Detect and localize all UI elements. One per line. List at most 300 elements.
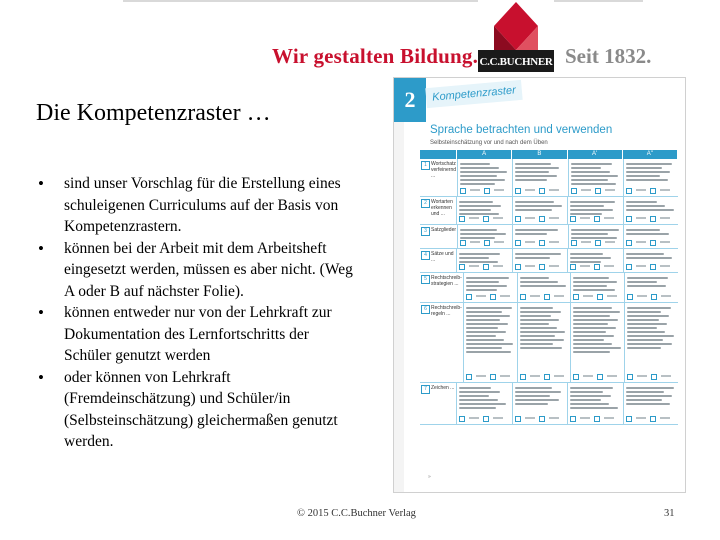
grid-cell-checkboxes — [520, 374, 564, 380]
grid-col-header: A — [457, 150, 512, 159]
worksheet-margin — [394, 122, 404, 492]
checkbox-label-line — [607, 295, 617, 297]
checkbox-icon — [594, 216, 600, 222]
grid-cell-text-line — [573, 289, 614, 291]
header-divider — [123, 0, 643, 2]
grid-cell-text-line — [466, 311, 502, 313]
grid-cell-text-line — [466, 323, 508, 325]
grid-row-label-text: Zeichen ... — [431, 385, 455, 391]
grid-cell-text-line — [515, 171, 549, 173]
worksheet-banner: Kompetenzraster — [425, 80, 522, 108]
checkbox-icon — [459, 416, 465, 422]
grid-cell-text-line — [466, 339, 505, 341]
grid-cell-checkboxes — [459, 416, 503, 422]
grid-cell-text-line — [520, 285, 566, 287]
grid-cell-text-line — [626, 257, 673, 259]
grid-cell-text-line — [627, 307, 671, 309]
checkbox-label-line — [530, 295, 540, 297]
grid-cell — [457, 159, 512, 196]
checkbox-label-line — [661, 375, 671, 377]
checkbox-label-line — [660, 241, 670, 243]
checkbox-label-line — [525, 241, 535, 243]
bullet-item: • können bei der Arbeit mit dem Arbeitsheft eingesetzt werden, müssen es aber nicht. (Weg A oder B auf nächster Folie). — [38, 238, 358, 303]
checkbox-label-line — [583, 375, 593, 377]
checkbox-label-line — [494, 241, 504, 243]
grid-col-header — [420, 150, 457, 159]
grid-cell-text-line — [459, 205, 501, 207]
grid-cell-text-line — [459, 403, 506, 405]
checkbox-icon — [490, 374, 496, 380]
grid-cell-text-line — [466, 327, 498, 329]
checkbox-icon — [626, 240, 632, 246]
grid-cell-text-line — [515, 253, 561, 255]
grid-cell-text-line — [571, 233, 609, 235]
checkbox-label-line — [525, 417, 535, 419]
grid-row-number: 6 — [421, 305, 430, 314]
grid-cell-text-line — [627, 285, 666, 287]
grid-cell — [567, 383, 623, 424]
checkbox-icon — [515, 216, 521, 222]
grid-col-header: A' — [568, 150, 623, 159]
publisher-since: Seit 1832. — [565, 44, 652, 68]
grid-cell-text-line — [459, 261, 498, 263]
checkbox-label-line — [476, 295, 486, 297]
checkbox-icon — [483, 416, 489, 422]
grid-cell-text-line — [466, 281, 499, 283]
grid-cell-text-line — [460, 171, 507, 173]
grid-cell-text-line — [520, 277, 550, 279]
grid-cell-text-line — [626, 391, 664, 393]
grid-cell-text-line — [466, 331, 506, 333]
bullet-item: • sind unser Vorschlag für die Erstellung eines schuleigenen Curriculums auf der Basis von Kompetenzrastern. — [38, 173, 358, 238]
worksheet-footer-mark: » — [428, 474, 431, 480]
grid-cell-text-line — [520, 343, 554, 345]
checkbox-icon — [484, 188, 490, 194]
grid-cell-checkboxes — [515, 188, 559, 194]
publisher-logo-text: C.C.BUCHNER — [478, 52, 554, 72]
grid-cell — [624, 273, 678, 302]
grid-cell — [567, 249, 623, 272]
grid-cell — [570, 273, 624, 302]
grid-cell-text-line — [459, 213, 499, 215]
grid-cell-text-line — [466, 289, 497, 291]
grid-cell-text-line — [570, 213, 602, 215]
grid-cell-checkboxes — [466, 374, 510, 380]
grid-cell-text-line — [626, 163, 673, 165]
grid-cell-text-line — [515, 233, 547, 235]
grid-cell-text-line — [515, 403, 549, 405]
grid-cell-text-line — [627, 343, 671, 345]
grid-cell-text-line — [627, 327, 657, 329]
grid-cell-checkboxes — [626, 264, 670, 270]
grid-cell-text-line — [570, 391, 603, 393]
grid-row — [420, 303, 678, 383]
checkbox-label-line — [636, 265, 646, 267]
bullet-item: • oder können von Lehrkraft (Fremdeinschätzung) und Schüler/in (Selbsteinschätzung) gleichermaßen genutzt werden. — [38, 367, 358, 453]
grid-cell-text-line — [515, 163, 551, 165]
grid-cell-text-line — [627, 281, 657, 283]
checkbox-label-line — [525, 189, 535, 191]
grid-cell — [568, 225, 623, 248]
grid-cell — [568, 159, 623, 196]
checkbox-label-line — [494, 189, 504, 191]
checkbox-label-line — [469, 265, 479, 267]
grid-row-label-text: Sätze und ... — [431, 251, 454, 263]
grid-cell-checkboxes — [627, 294, 671, 300]
checkbox-label-line — [549, 265, 559, 267]
checkbox-icon — [515, 188, 521, 194]
grid-cell-text-line — [626, 387, 675, 389]
grid-cell-text-line — [515, 201, 554, 203]
grid-cell-text-line — [466, 307, 512, 309]
grid-cell-text-line — [515, 179, 547, 181]
checkbox-label-line — [580, 417, 590, 419]
grid-cell-text-line — [460, 167, 499, 169]
grid-cell-text-line — [459, 209, 491, 211]
checkbox-icon — [570, 416, 576, 422]
checkbox-icon — [627, 374, 633, 380]
checkbox-icon — [573, 294, 579, 300]
grid-row-label — [420, 225, 457, 248]
checkbox-icon — [460, 188, 466, 194]
grid-cell-text-line — [515, 391, 561, 393]
grid-cell-text-line — [626, 403, 671, 405]
grid-row-number: 5 — [421, 275, 430, 284]
grid-row-label — [420, 159, 457, 196]
checkbox-icon — [597, 294, 603, 300]
grid-row-label-text: Wortschatz verfeinernd ... — [431, 161, 457, 179]
grid-cell-text-line — [520, 347, 562, 349]
checkbox-label-line — [470, 241, 480, 243]
grid-cell-text-line — [459, 391, 500, 393]
grid-cell-text-line — [573, 311, 620, 313]
grid-cell-text-line — [571, 167, 602, 169]
grid-cell-text-line — [459, 399, 498, 401]
checkbox-label-line — [530, 375, 540, 377]
grid-cell-text-line — [460, 229, 497, 231]
grid-cell — [463, 273, 517, 302]
grid-cell-text-line — [466, 315, 510, 317]
grid-cell-text-line — [515, 229, 558, 231]
checkbox-label-line — [525, 265, 535, 267]
grid-cell-text-line — [459, 253, 500, 255]
checkbox-icon — [484, 240, 490, 246]
grid-cell — [456, 197, 512, 224]
grid-cell-text-line — [573, 351, 610, 353]
grid-cell-checkboxes — [515, 216, 559, 222]
grid-cell-text-line — [460, 233, 506, 235]
checkbox-icon — [571, 188, 577, 194]
grid-cell-checkboxes — [459, 216, 503, 222]
grid-cell-text-line — [570, 205, 604, 207]
grid-cell — [463, 303, 517, 382]
grid-row-label-text: Satzglieder — [431, 227, 457, 233]
grid-row-label-text: Rechtschreib-strategien ... — [431, 275, 462, 287]
checkbox-icon — [490, 294, 496, 300]
grid-cell-text-line — [520, 315, 551, 317]
checkbox-icon — [650, 416, 656, 422]
checkbox-label-line — [493, 417, 503, 419]
grid-cell-text-line — [459, 407, 496, 409]
grid-cell-checkboxes — [626, 188, 670, 194]
grid-cell-text-line — [459, 387, 491, 389]
checkbox-label-line — [549, 241, 559, 243]
checkbox-icon — [539, 416, 545, 422]
grid-row-label-text: Wortarten erkennen und ... — [431, 199, 453, 217]
grid-cell-text-line — [466, 347, 503, 349]
grid-cell-text-line — [573, 315, 610, 317]
checkbox-label-line — [607, 375, 617, 377]
grid-cell-text-line — [627, 347, 661, 349]
competence-grid — [420, 150, 678, 468]
checkbox-icon — [626, 216, 632, 222]
grid-cell-text-line — [570, 407, 618, 409]
page-number: 31 — [664, 508, 675, 519]
checkbox-icon — [595, 188, 601, 194]
grid-cell-text-line — [460, 175, 497, 177]
grid-cell — [512, 383, 568, 424]
grid-cell-text-line — [466, 351, 511, 353]
checkbox-icon — [626, 264, 632, 270]
checkbox-label-line — [554, 375, 564, 377]
checkbox-label-line — [636, 241, 646, 243]
checkbox-label-line — [581, 241, 591, 243]
grid-cell-text-line — [573, 281, 616, 283]
grid-cell-text-line — [520, 339, 564, 341]
grid-body — [420, 159, 678, 425]
grid-cell-text-line — [573, 335, 614, 337]
grid-cell-text-line — [466, 277, 509, 279]
checkbox-icon — [539, 216, 545, 222]
grid-row-label — [420, 249, 456, 272]
grid-row-number: 2 — [421, 199, 430, 208]
checkbox-label-line — [637, 375, 647, 377]
checkbox-label-line — [636, 417, 646, 419]
slide-title: Die Kompetenzraster … — [36, 100, 271, 126]
grid-row — [420, 383, 678, 425]
grid-cell-text-line — [626, 229, 661, 231]
grid-cell-text-line — [570, 387, 613, 389]
grid-cell-text-line — [515, 209, 552, 211]
grid-cell-text-line — [626, 395, 673, 397]
grid-cell-text-line — [570, 253, 603, 255]
checkbox-icon — [650, 216, 656, 222]
grid-cell — [457, 225, 512, 248]
checkbox-label-line — [500, 375, 510, 377]
checkbox-label-line — [549, 189, 559, 191]
grid-row-label-text: Rechtschreib-regeln ... — [431, 305, 462, 317]
grid-row — [420, 273, 678, 303]
grid-cell-text-line — [571, 163, 612, 165]
grid-cell — [456, 249, 512, 272]
checkbox-label-line — [476, 375, 486, 377]
grid-cell-text-line — [466, 343, 513, 345]
grid-cell-checkboxes — [570, 264, 614, 270]
grid-cell-checkboxes — [626, 240, 670, 246]
grid-cell-text-line — [573, 327, 616, 329]
grid-cell — [624, 303, 678, 382]
checkbox-label-line — [660, 265, 670, 267]
grid-row-label — [420, 383, 456, 424]
grid-cell-text-line — [571, 237, 617, 239]
grid-cell-text-line — [520, 327, 558, 329]
grid-cell-text-line — [571, 171, 610, 173]
grid-cell — [570, 303, 624, 382]
grid-cell-text-line — [627, 335, 673, 337]
grid-cell — [623, 225, 678, 248]
checkbox-icon — [544, 294, 550, 300]
checkbox-icon — [483, 264, 489, 270]
grid-cell-text-line — [520, 331, 566, 333]
checkbox-label-line — [580, 265, 590, 267]
grid-cell-text-line — [573, 339, 604, 341]
checkbox-icon — [460, 240, 466, 246]
checkbox-label-line — [604, 417, 614, 419]
grid-cell-text-line — [627, 323, 667, 325]
grid-cell-text-line — [515, 399, 559, 401]
grid-cell-text-line — [571, 175, 619, 177]
checkbox-label-line — [554, 295, 564, 297]
grid-cell-text-line — [573, 319, 618, 321]
grid-cell-text-line — [626, 171, 671, 173]
grid-cell-text-line — [627, 331, 665, 333]
grid-cell-text-line — [570, 399, 601, 401]
checkbox-label-line — [549, 217, 559, 219]
checkbox-label-line — [470, 189, 480, 191]
checkbox-icon — [651, 294, 657, 300]
grid-cell-text-line — [626, 175, 660, 177]
grid-cell — [512, 197, 568, 224]
grid-col-header: B — [512, 150, 567, 159]
checkbox-label-line — [660, 417, 670, 419]
grid-cell-text-line — [570, 261, 601, 263]
grid-cell — [623, 159, 678, 196]
grid-row-number: 7 — [421, 385, 430, 394]
checkbox-label-line — [636, 189, 646, 191]
grid-cell-checkboxes — [515, 240, 559, 246]
grid-cell-checkboxes — [570, 416, 614, 422]
grid-cell-text-line — [573, 323, 608, 325]
checkbox-label-line — [604, 217, 614, 219]
grid-cell-text-line — [571, 229, 619, 231]
grid-cell-checkboxes — [460, 240, 504, 246]
worksheet-heading: Sprache betrachten und verwenden — [430, 124, 613, 136]
grid-cell — [517, 273, 571, 302]
grid-cell-text-line — [626, 209, 674, 211]
grid-cell-text-line — [570, 395, 611, 397]
grid-cell-text-line — [515, 167, 559, 169]
grid-cell — [512, 225, 567, 248]
grid-cell-text-line — [627, 277, 667, 279]
grid-cell-text-line — [570, 403, 609, 405]
grid-cell-text-line — [459, 395, 489, 397]
checkbox-icon — [594, 264, 600, 270]
checkbox-label-line — [605, 241, 615, 243]
grid-cell-text-line — [627, 315, 669, 317]
grid-cell-checkboxes — [520, 294, 564, 300]
grid-header — [420, 150, 678, 159]
grid-cell-text-line — [571, 179, 608, 181]
grid-cell-text-line — [626, 233, 669, 235]
checkbox-icon — [595, 240, 601, 246]
checkbox-label-line — [469, 217, 479, 219]
grid-cell-text-line — [627, 319, 659, 321]
checkbox-icon — [594, 416, 600, 422]
grid-cell-text-line — [520, 311, 561, 313]
checkbox-label-line — [583, 295, 593, 297]
grid-row-number: 4 — [421, 251, 430, 260]
grid-cell-checkboxes — [570, 216, 614, 222]
checkbox-label-line — [637, 295, 647, 297]
checkbox-icon — [459, 216, 465, 222]
checkbox-label-line — [636, 217, 646, 219]
grid-cell-text-line — [573, 343, 612, 345]
grid-cell-checkboxes — [571, 188, 615, 194]
bullet-list — [38, 173, 358, 453]
grid-cell-text-line — [520, 281, 558, 283]
checkbox-icon — [520, 374, 526, 380]
grid-cell-text-line — [466, 319, 500, 321]
grid-cell-text-line — [626, 253, 664, 255]
checkbox-label-line — [493, 265, 503, 267]
worksheet-subheading: Selbsteinschätzung vor und nach dem Üben — [430, 140, 548, 146]
grid-cell-checkboxes — [627, 374, 671, 380]
checkbox-label-line — [660, 217, 670, 219]
checkbox-icon — [570, 264, 576, 270]
checkbox-icon — [570, 216, 576, 222]
checkbox-icon — [539, 264, 545, 270]
checkbox-icon — [459, 264, 465, 270]
checkbox-icon — [626, 416, 632, 422]
checkbox-icon — [571, 240, 577, 246]
checkbox-label-line — [660, 189, 670, 191]
checkbox-label-line — [605, 189, 615, 191]
grid-cell-text-line — [573, 285, 606, 287]
checkbox-label-line — [604, 265, 614, 267]
grid-cell — [623, 383, 679, 424]
grid-row-number: 3 — [421, 227, 430, 236]
grid-cell-checkboxes — [626, 216, 670, 222]
checkbox-icon — [466, 294, 472, 300]
grid-cell-checkboxes — [515, 416, 559, 422]
grid-cell-text-line — [515, 257, 551, 259]
footer-copyright: © 2015 C.C.Buchner Verlag — [297, 508, 416, 519]
grid-row-number: 1 — [421, 161, 430, 170]
checkbox-icon — [520, 294, 526, 300]
grid-cell-text-line — [459, 201, 493, 203]
checkbox-icon — [597, 374, 603, 380]
grid-cell-text-line — [466, 285, 507, 287]
worksheet-thumbnail — [393, 77, 686, 493]
checkbox-icon — [650, 240, 656, 246]
checkbox-label-line — [493, 217, 503, 219]
grid-cell-text-line — [460, 179, 505, 181]
grid-cell-text-line — [626, 167, 662, 169]
checkbox-icon — [483, 216, 489, 222]
grid-cell-text-line — [573, 331, 606, 333]
grid-cell-text-line — [460, 237, 495, 239]
grid-cell-text-line — [573, 347, 620, 349]
checkbox-icon — [651, 374, 657, 380]
grid-cell-checkboxes — [573, 374, 617, 380]
grid-row-label — [420, 197, 456, 224]
checkbox-icon — [515, 264, 521, 270]
checkbox-icon — [515, 416, 521, 422]
checkbox-label-line — [661, 295, 671, 297]
grid-cell-text-line — [626, 205, 666, 207]
grid-cell-text-line — [570, 209, 613, 211]
checkbox-icon — [627, 294, 633, 300]
